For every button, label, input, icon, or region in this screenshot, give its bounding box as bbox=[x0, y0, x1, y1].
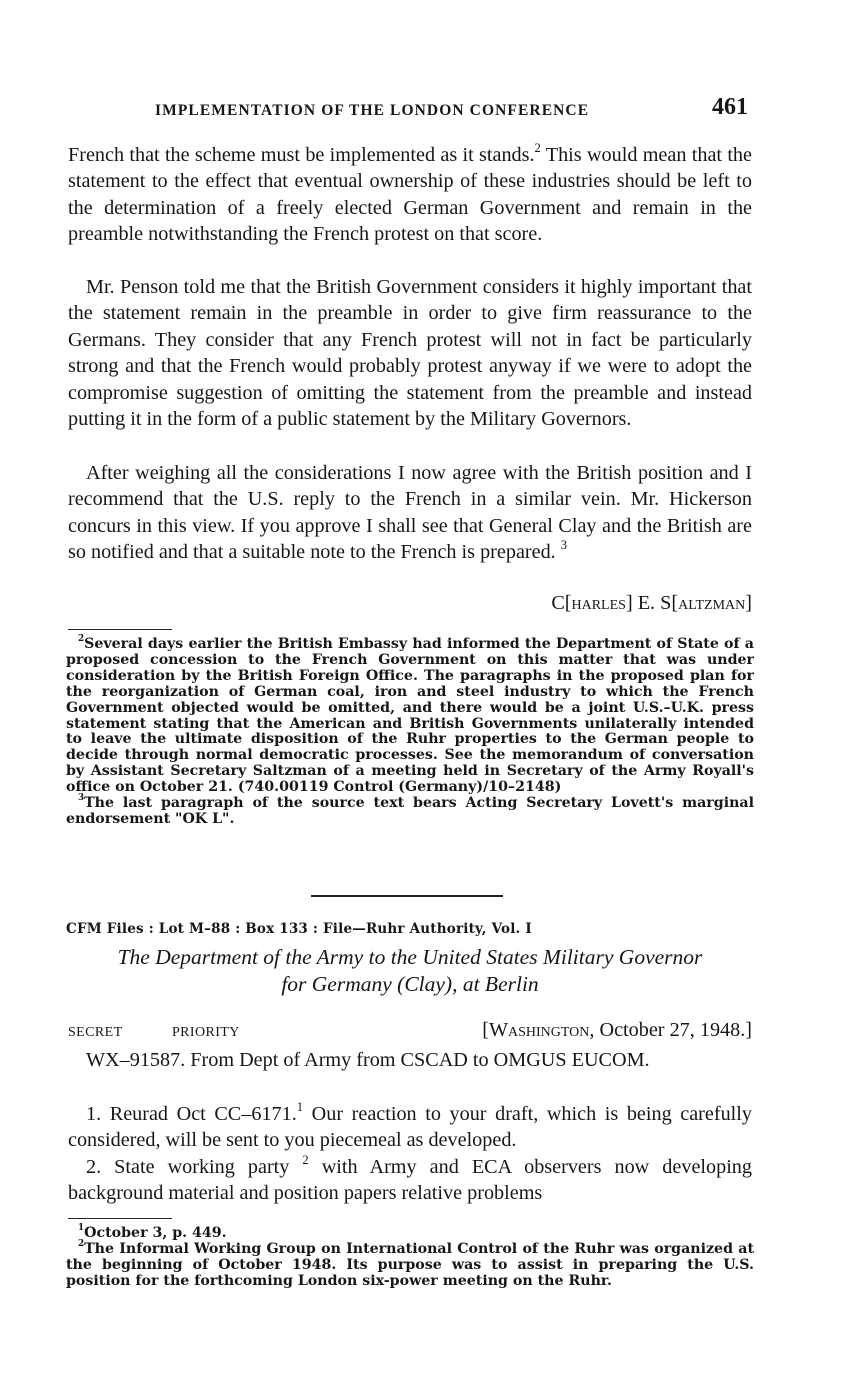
classification-secret: SECRET bbox=[68, 1025, 123, 1040]
running-head: IMPLEMENTATION OF THE LONDON CONFERENCE bbox=[155, 102, 590, 119]
footnote-1-number: 1 bbox=[78, 1223, 85, 1234]
item-2-text: 2. State working party bbox=[86, 1156, 290, 1178]
footnote-ref-2: 2 bbox=[534, 141, 541, 156]
document-title-line-1: The Department of the Army to the United States Military Governor bbox=[117, 945, 703, 969]
dateline-place: Washington bbox=[488, 1019, 590, 1041]
footnotes-top bbox=[66, 634, 754, 828]
footnote-3-number: 3 bbox=[78, 793, 85, 804]
paragraph-1 bbox=[68, 142, 752, 248]
paragraph-1-text: French that the scheme must be implemented as it stands. bbox=[68, 144, 535, 166]
paragraph-1-rest: This would mean that the statement to the effect that eventual ownership of these industries should be left to the determination of a freely elected German Government and remain in the preamble notwithstanding the French protest on that score. bbox=[68, 144, 752, 246]
footnotes-bottom bbox=[66, 1223, 754, 1290]
dateline-date: , October 27, 1948.] bbox=[589, 1019, 752, 1041]
footnote-2b-text: The Informal Working Group on International Control of the Ruhr was organized at the beginning of October 1948. Its purpose was to assist in preparing the U.S. position for the forthcoming London six-power meeting on the Ruhr. bbox=[66, 1240, 754, 1289]
signature-harles: harles bbox=[571, 592, 626, 614]
signature-mid: ] E. S[ bbox=[625, 592, 679, 614]
signature bbox=[420, 592, 752, 615]
file-reference: CFM Files : Lot M–88 : Box 133 : File—Ruhr Authority, Vol. I bbox=[66, 921, 532, 937]
paragraph-3-text: After weighing all the considerations I now agree with the British position and I recommend that the U.S. reply to the French in a similar vein. Mr. Hickerson concurs in this view. If you approve I shall see that General Clay and the British are so notified and that a suitable note to the French is prepared. bbox=[68, 462, 752, 564]
section-divider bbox=[311, 895, 503, 897]
footnote-2 bbox=[66, 634, 754, 796]
footnote-2b-number: 2 bbox=[78, 1239, 85, 1250]
item-1-text: 1. Reurad Oct CC–6171. bbox=[86, 1103, 297, 1125]
document-title bbox=[60, 944, 760, 998]
footnote-ref-3: 3 bbox=[560, 538, 568, 553]
item-1-rest: Our reaction to your draft, which is being carefully considered, will be sent to you piecemeal as developed. bbox=[68, 1103, 752, 1152]
footnote-2b bbox=[66, 1239, 754, 1290]
footnote-divider-bottom bbox=[68, 1218, 172, 1219]
paragraph-3 bbox=[68, 460, 752, 566]
item-1-footnote-ref: 1 bbox=[296, 1100, 304, 1115]
item-2-footnote-ref: 2 bbox=[302, 1153, 309, 1168]
document-title-line-2: for Germany (Clay), at Berlin bbox=[281, 972, 539, 996]
footnote-2-text: Several days earlier the British Embassy had informed the Department of State of a proposed concession to the French Government on this matter that was under consideration by the British Foreign Office. The paragraphs in the proposed plan for the reorganization of German coal, iron and steel industry to which the French Government objected would be omitted, and there would be a joint U.S.–U.K. press statement stating that the American and British Governments unilaterally intended to leave the ultimate disposition of the Ruhr properties to the German people to decide through normal democratic processes. See the memorandum of conversation by Assistant Secretary Saltzman of a meeting held in Secretary of the Army Royall's office on October 21. (740.00119 Control (Germany)/10–2148) bbox=[66, 636, 754, 796]
paragraph-item-1 bbox=[68, 1101, 752, 1154]
classification-priority: PRIORITY bbox=[172, 1025, 240, 1040]
dateline bbox=[482, 1019, 752, 1042]
paragraph-2: Mr. Penson told me that the British Government considers it highly important that the statement remain in the preamble in order to give firm reassurance to the Germans. They consider that any French protest will not in fact be particularly strong and that the French would probably protest anyway if we were to adopt the compromise suggestion of omitting the statement from the preamble and instead putting it in the form of a public statement by the Military Governors. bbox=[68, 276, 752, 431]
page-header bbox=[0, 92, 861, 126]
footnote-divider-top bbox=[68, 629, 172, 630]
item-2-rest: with Army and ECA observers now developing background material and position papers relative problems bbox=[68, 1156, 752, 1205]
footnote-3-text: The last paragraph of the source text bears Acting Secretary Lovett's marginal endorsement "OK L". bbox=[66, 795, 754, 827]
dateline-open: [ bbox=[482, 1019, 489, 1041]
classification-line bbox=[68, 1019, 752, 1045]
signature-end: ] bbox=[745, 592, 752, 614]
footnote-2-number: 2 bbox=[78, 634, 85, 645]
signature-altzman: altzman bbox=[678, 592, 746, 614]
telegram-header: WX–91587. From Dept of Army from CSCAD to OMGUS EUCOM. bbox=[86, 1049, 650, 1071]
paragraph-item-2 bbox=[68, 1154, 752, 1207]
page-number: 461 bbox=[712, 94, 748, 120]
footnote-1-text: October 3, p. 449. bbox=[84, 1225, 227, 1241]
footnote-3 bbox=[66, 793, 754, 828]
footnote-1 bbox=[66, 1223, 754, 1242]
signature-initial-c: C[ bbox=[551, 592, 572, 614]
